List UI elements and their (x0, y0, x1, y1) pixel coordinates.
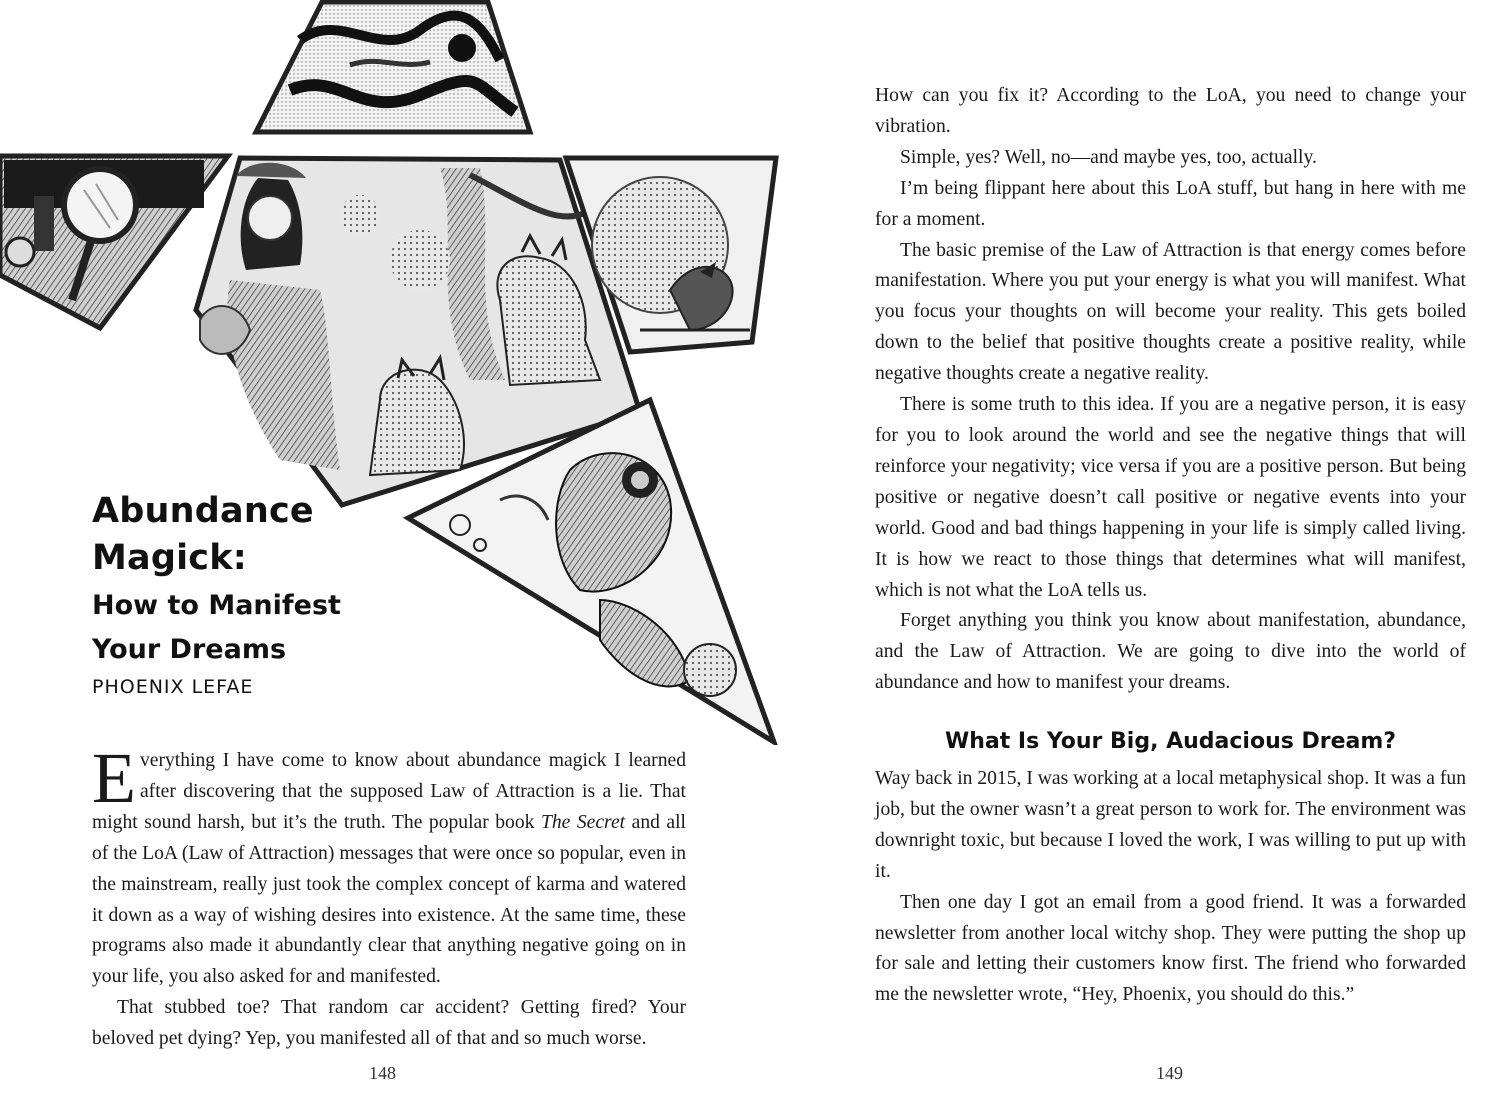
mirror-panel (0, 156, 228, 328)
body-paragraph: Way back in 2015, I was working at a local metaphysical shop. It was a fun job, but the owner wasn’t a great person to work for. The environment was downright toxic, but because I loved the work, I was willing to put up with it. (875, 768, 1466, 882)
page-number: 149 (1156, 1063, 1183, 1083)
body-paragraph: How can you fix it? According to the LoA, you need to change your vibration. (875, 85, 1466, 137)
paragraph-text: and all of the LoA (Law of Attraction) messages that were once so popular, even in the mainstream, really just took the complex concept of karma and watered it down as a way of wishing desires into existence. At the same time, these programs also made it abundantly clear that anything negative going on in your life, you also asked for and manifested. (92, 811, 687, 988)
right-body-text-top (875, 81, 1466, 699)
body-paragraph: Then one day I got an email from a good friend. It was a forwarded newsletter from another local witchy shop. They were putting the shop up for sale and letting their customers know first. The friend who forwarded me the newsletter wrote, “Hey, Phoenix, you should do this.” (875, 891, 1466, 1006)
left-body-text (92, 738, 687, 1055)
right-body-text-bottom (875, 764, 1466, 1011)
body-paragraph (92, 738, 687, 993)
swirl-panel (256, 2, 530, 132)
book-title-italic: The Secret (540, 811, 626, 833)
chapter-title-line2: Magick: (92, 538, 247, 578)
section-heading: What Is Your Big, Audacious Dream? (944, 729, 1397, 754)
body-paragraph: Simple, yes? Well, no—and maybe yes, too, actually. (900, 146, 1317, 168)
body-paragraph: That stubbed toe? That random car accident? Getting fired? Your beloved pet dying? Yep, you manifested all of that and so much worse. (92, 997, 686, 1050)
chapter-subtitle (92, 584, 341, 672)
body-paragraph: I’m being flippant here about this LoA stuff, but hang in here with me for a moment. (875, 177, 1466, 230)
body-paragraph: There is some truth to this idea. If you are a negative person, it is easy for you to look around the world and see the negative things that will reinforce your negativity; vice versa if you are a positive person. But being positive or negative doesn’t call positive or negative events into your world. Good and bad things happening in your life is simply called living. It is how we react to those things that determines what will manifest, which is not what the LoA tells us. (875, 394, 1466, 601)
page-number: 148 (369, 1063, 396, 1083)
subtitle-line2: Your Dreams (92, 634, 287, 665)
subtitle-line1: How to Manifest (92, 590, 341, 621)
right-page (750, 0, 1500, 1117)
paragraph-text: verything I have come to know about abundance magick I learned after discovering that the supposed Law of Attraction is a lie. That might sound harsh, but it’s the truth. The popular book (92, 750, 686, 833)
body-paragraph: The basic premise of the Law of Attraction is that energy comes before manifestation. Where you put your energy is what you will manifest. What you focus your thoughts on will become your reality. This gets boiled down to the belief that positive thoughts create a positive reality, while negative thoughts create a negative reality. (875, 239, 1466, 385)
chapter-author: PHOENIX LEFAE (92, 676, 254, 698)
body-paragraph: Forget anything you think you know about manifestation, abundance, and the Law of Attraction. We are going to dive into the world of abundance and how to manifest your dreams. (875, 610, 1466, 694)
chapter-title-line1: Abundance (92, 491, 314, 531)
chapter-title (92, 488, 314, 582)
drop-cap: E (92, 738, 136, 818)
